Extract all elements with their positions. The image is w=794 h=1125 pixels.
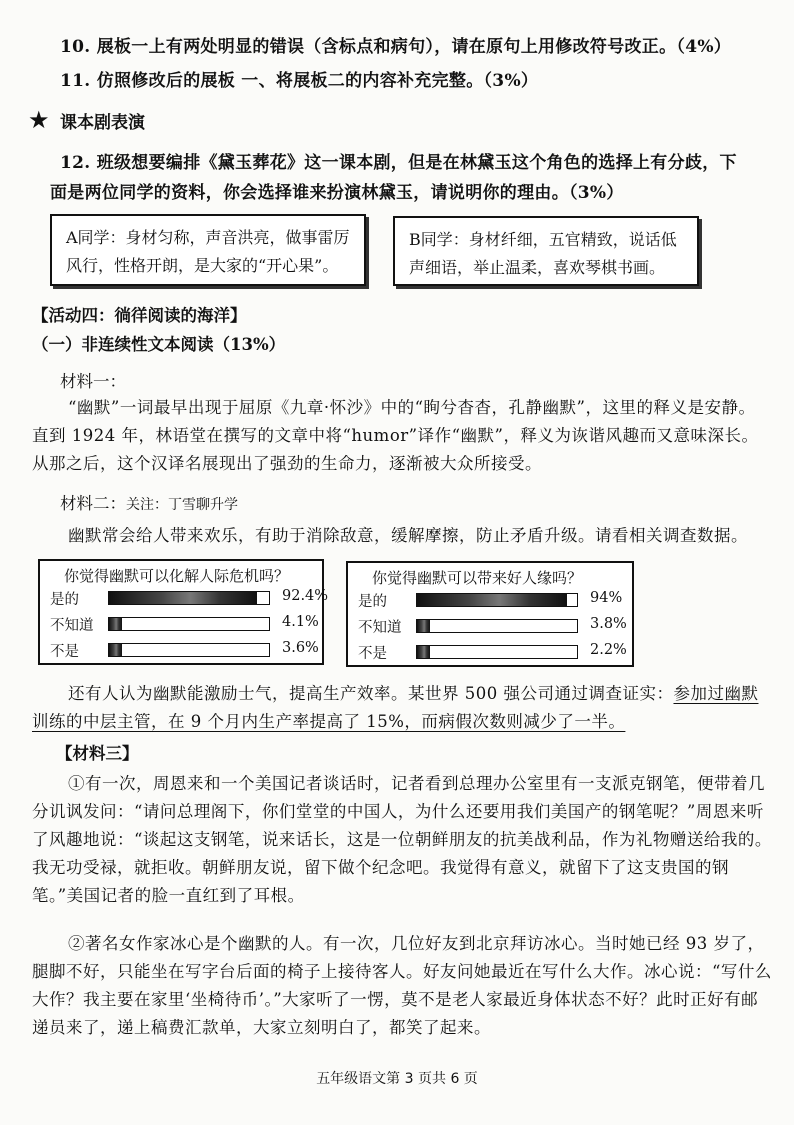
question-12-line2: 面是两位同学的资料，你会选择谁来扮演林黛玉，请说明你的理由。（3%） bbox=[50, 183, 624, 203]
chart-2 bbox=[346, 561, 634, 667]
student-b-box bbox=[393, 216, 699, 286]
chart-2-bar-track bbox=[416, 593, 578, 607]
chart-1-bar bbox=[109, 644, 122, 656]
chart-1-category-label: 不知道 bbox=[50, 618, 94, 634]
chart-1-bar-track bbox=[108, 643, 270, 657]
chart-1-bar-track bbox=[108, 591, 270, 605]
chart-2-value-label: 2.2% bbox=[590, 642, 627, 658]
star-icon: ★ bbox=[28, 106, 50, 134]
activity-4-title: 【活动四：徜徉阅读的海洋】 bbox=[32, 306, 247, 325]
student-a-text: A同学：身材匀称，声音洪亮，做事雷厉风行，性格开朗，是大家的“开心果”。 bbox=[66, 228, 350, 275]
chart-1 bbox=[38, 559, 329, 665]
student-a-box bbox=[50, 214, 366, 286]
chart-2-value-label: 3.8% bbox=[590, 616, 627, 632]
chart-1-value-label: 4.1% bbox=[282, 614, 319, 630]
material-3-label: 【材料三】 bbox=[56, 744, 139, 763]
chart-1-category-label: 是的 bbox=[50, 592, 79, 608]
chart-2-category-label: 是的 bbox=[358, 594, 387, 610]
material-2-label-text: 材料二： bbox=[60, 494, 126, 513]
material-3-paragraph-2: ②著名女作家冰心是个幽默的人。有一次，几位好友到北京拜访冰心。当时她已经 93 岁了，腿脚不好，只能坐在写字台后面的椅子上接待客人。好友问她最近在写什么大作。冰心说：“写什么大作？我主要在家里‘坐椅待币’。”大家听了一愣，莫不是老人家最近身体状态不好？此时正好有邮递员来了，递上稿费汇款单，大家立刻明白了，都笑了起来。 bbox=[32, 934, 772, 1037]
material-2-intro: 幽默常会给人带来欢乐，有助于消除敌意，缓解摩擦，防止矛盾升级。请看相关调查数据。 bbox=[68, 526, 748, 545]
material-1-text: “幽默”一词最早出现于屈原《九章·怀沙》中的“眴兮杳杳，孔静幽默”，这里的释义是安静。直到 1924 年，林语堂在撰写的文章中将“humor”译作“幽默”，释义为诙谐风趣而又意味深长。从那之后，这个汉译名展现出了强劲的生命力，逐渐被大众所接受。 bbox=[32, 398, 759, 473]
chart-2-bar-track bbox=[416, 619, 578, 633]
chart-1-bar bbox=[109, 592, 257, 604]
material-2-underlined: 参加过幽默训练的中层主管，在 9 个月内生产率提高了 15%，而病假次数则减少了一半。 bbox=[32, 684, 759, 731]
chart-1-bar-track bbox=[108, 617, 270, 631]
watermark: 关注：丁雪聊升学 bbox=[126, 497, 238, 513]
chart-1-title: 你觉得幽默可以化解人际危机吗？ bbox=[64, 567, 290, 585]
chart-2-category-label: 不是 bbox=[358, 646, 387, 662]
student-b-text: B同学：身材纤细，五官精致，说话低声细语，举止温柔，喜欢琴棋书画。 bbox=[409, 230, 677, 277]
chart-2-bar bbox=[417, 646, 430, 658]
material-2-after-text: 还有人认为幽默能激励士气，提高生产效率。某世界 500 强公司通过调查证实： bbox=[68, 684, 674, 703]
section-title: 课本剧表演 bbox=[60, 113, 145, 133]
question-11: 11. 仿照修改后的展板 一、将展板二的内容补充完整。（3%） bbox=[60, 71, 539, 91]
chart-1-bar bbox=[109, 618, 122, 630]
chart-1-category-label: 不是 bbox=[50, 644, 79, 660]
chart-2-bar bbox=[417, 594, 567, 606]
chart-2-title: 你觉得幽默可以带来好人缘吗？ bbox=[372, 569, 583, 587]
chart-1-value-label: 3.6% bbox=[282, 640, 319, 656]
material-3-paragraph-1: ①有一次，周恩来和一个美国记者谈话时，记者看到总理办公室里有一支派克钢笔，便带着几分讥讽发问：“请问总理阁下，你们堂堂的中国人，为什么还要用我们美国产的钢笔呢？”周恩来听了风趣地说：“谈起这支钢笔，说来话长，这是一位朝鲜朋友的抗美战利品，作为礼物赠送给我的。我无功受禄，就拒收。朝鲜朋友说，留下做个纪念吧。我觉得有意义，就留下了这支贵国的钢笔。”美国记者的脸一直红到了耳根。 bbox=[32, 774, 772, 905]
chart-2-value-label: 94% bbox=[590, 590, 623, 606]
part-1-title: （一）非连续性文本阅读（13%） bbox=[32, 335, 286, 354]
question-10: 10. 展板一上有两处明显的错误（含标点和病句），请在原句上用修改符号改正。（4%） bbox=[60, 37, 732, 57]
material-1-label: 材料一： bbox=[60, 372, 126, 391]
question-12-line1: 12. 班级想要编排《黛玉葬花》这一课本剧，但是在林黛玉这个角色的选择上有分歧，下 bbox=[60, 153, 737, 173]
chart-2-bar bbox=[417, 620, 430, 632]
material-2-label bbox=[60, 490, 238, 514]
chart-2-category-label: 不知道 bbox=[358, 620, 402, 636]
material-2-conclusion bbox=[32, 680, 772, 736]
page-footer: 五年级语文第 3 页共 6 页 bbox=[316, 1071, 478, 1087]
chart-1-value-label: 92.4% bbox=[282, 588, 329, 604]
chart-2-bar-track bbox=[416, 645, 578, 659]
